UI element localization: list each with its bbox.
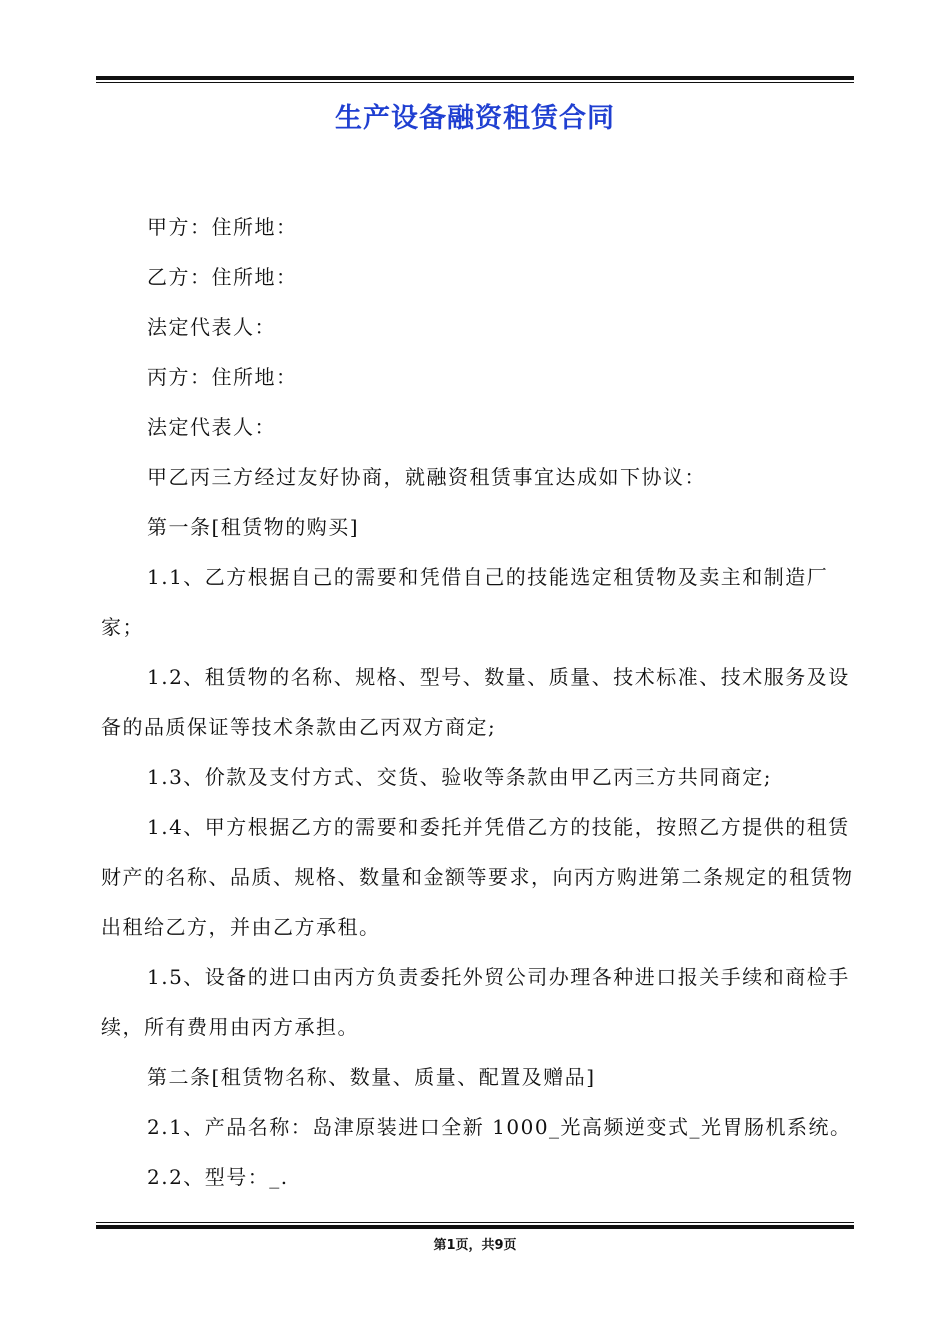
paragraph-party-b: 乙方：住所地： <box>147 265 298 289</box>
article-1-heading: 第一条[租赁物的购买] <box>147 515 360 539</box>
page-number: 第1页，共9页 <box>433 1238 517 1253</box>
header-rule-thick <box>96 76 854 80</box>
paragraph-party-c: 丙方：住所地： <box>147 365 298 389</box>
paragraph-legal-rep-b: 法定代表人： <box>147 315 276 339</box>
article-2-heading: 第二条[租赁物名称、数量、质量、配置及赠品] <box>147 1065 596 1089</box>
footer-rule-thick <box>96 1225 854 1229</box>
footer-rule-thin <box>96 1222 854 1223</box>
clause-1-2: 1.2、租赁物的名称、规格、型号、数量、质量、技术标准、技术服务及设备的品质保证等技术条款由乙丙双方商定; <box>101 665 850 739</box>
clause-1-3: 1.3、价款及支付方式、交货、验收等条款由甲乙丙三方共同商定; <box>147 765 773 789</box>
header-rule <box>96 76 854 84</box>
paragraph-party-a: 甲方：住所地： <box>147 215 298 239</box>
header-rule-thin <box>96 82 854 83</box>
paragraph-legal-rep-c: 法定代表人： <box>147 415 276 439</box>
clause-1-5: 1.5、设备的进口由丙方负责委托外贸公司办理各种进口报关手续和商检手续，所有费用由丙方承担。 <box>101 965 850 1039</box>
clause-1-1: 1.1、乙方根据自己的需要和凭借自己的技能选定租赁物及卖主和制造厂家； <box>101 565 829 639</box>
footer-rule <box>96 1222 854 1230</box>
clause-1-4: 1.4、甲方根据乙方的需要和委托并凭借乙方的技能，按照乙方提供的租赁财产的名称、品质、规格、数量和金额等要求，向丙方购进第二条规定的租赁物出租给乙方，并由乙方承租。 <box>101 815 854 939</box>
document-body <box>101 202 859 1202</box>
document-title: 生产设备融资租赁合同 <box>335 103 615 134</box>
clause-2-2: 2.2、型号：_. <box>147 1165 289 1189</box>
paragraph-preamble: 甲乙丙三方经过友好协商，就融资租赁事宜达成如下协议： <box>147 465 706 489</box>
clause-2-1: 2.1、产品名称：岛津原装进口全新 1000_光高频逆变式_光胃肠机系统。 <box>147 1115 852 1139</box>
